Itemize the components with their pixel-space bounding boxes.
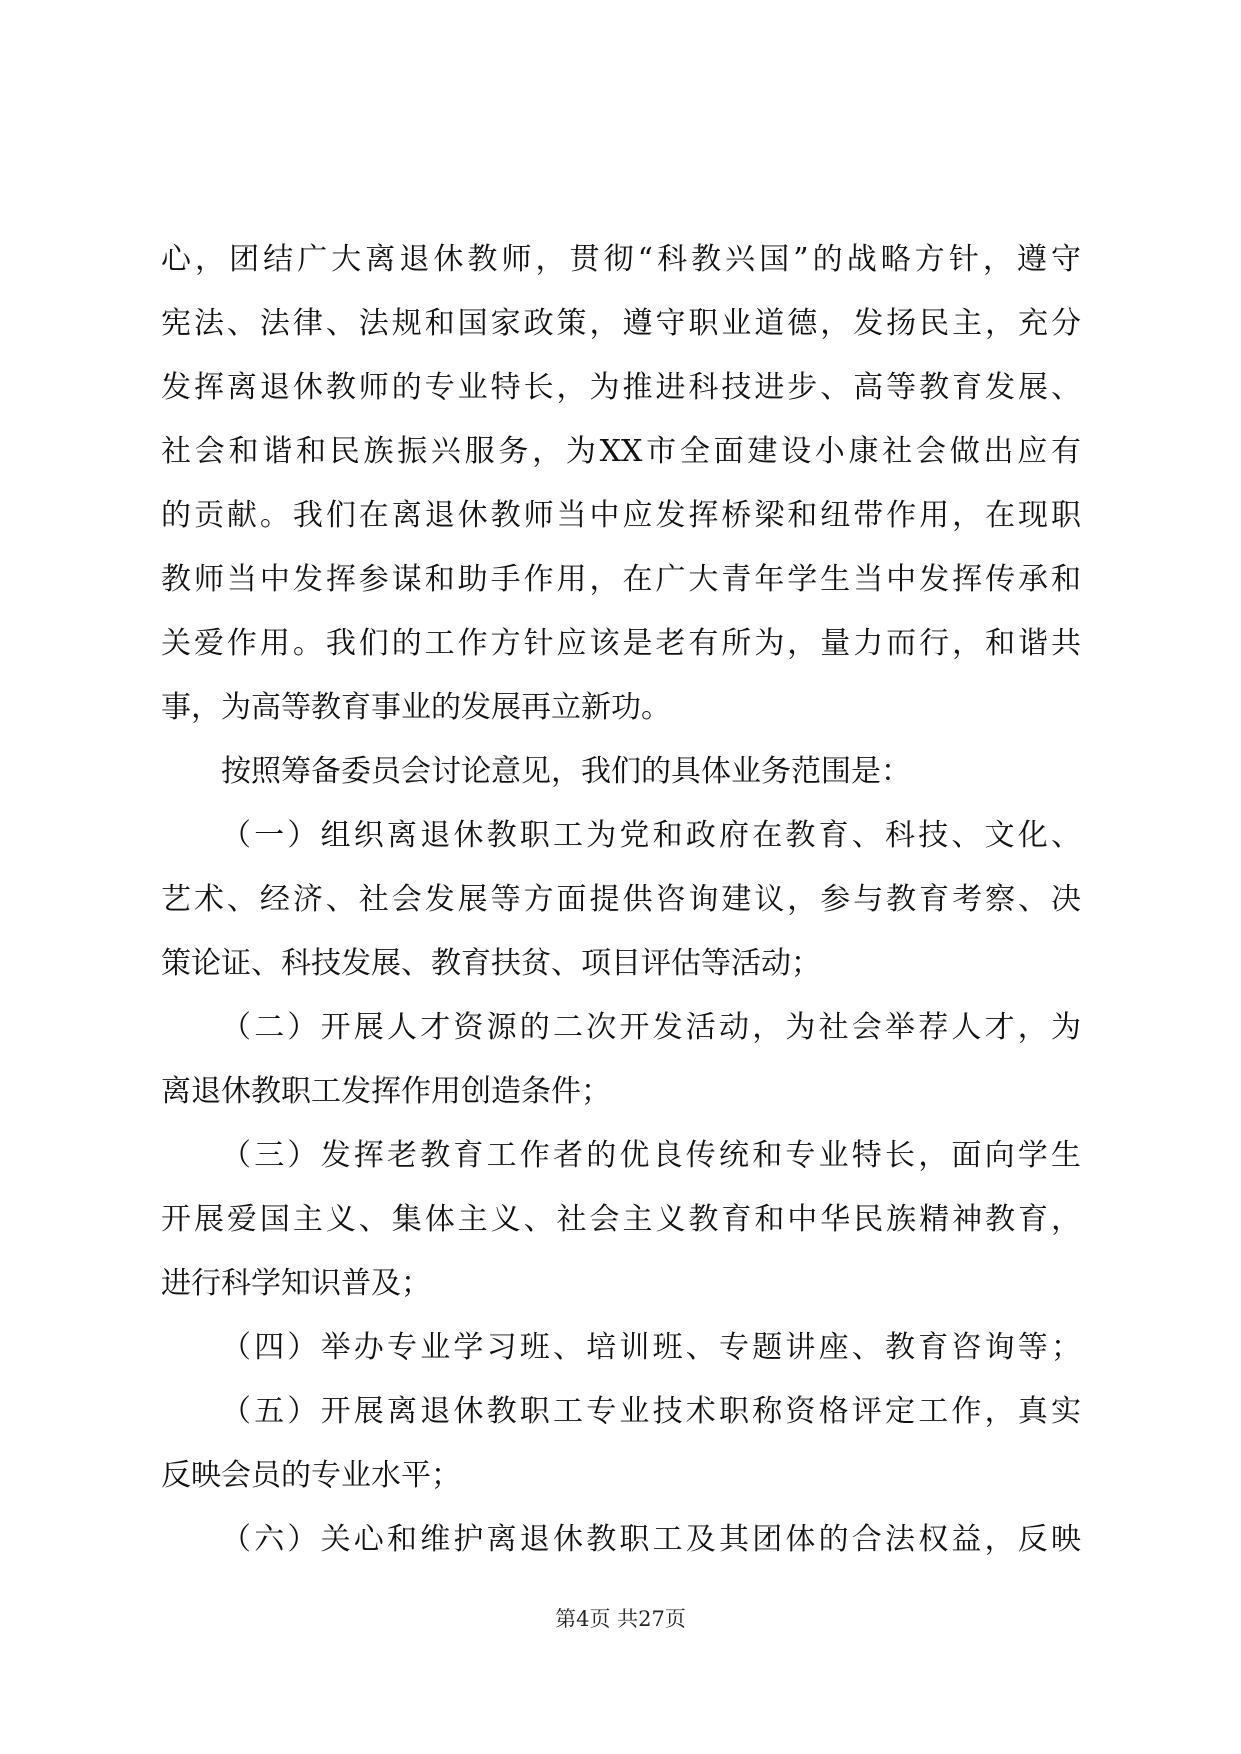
text-line: 艺术、经济、社会发展等方面提供咨询建议，参与教育考察、决	[161, 882, 1081, 917]
text-line: 宪法、法律、法规和国家政策，遵守职业道德，发扬民主，充分	[161, 306, 1081, 341]
text-line: 教师当中发挥参谋和助手作用，在广大青年学生当中发挥传承和	[161, 562, 1081, 597]
page-number-footer: 第4页 共27页	[555, 1607, 686, 1631]
text-line: 进行科学知识普及；	[161, 1266, 431, 1301]
text-line: 心，团结广大离退休教师，贯彻“科教兴国”的战略方针，遵守	[161, 242, 1081, 277]
paragraph-intro: 按照筹备委员会讨论意见，我们的具体业务范围是：	[221, 754, 911, 789]
list-item-6: （六）关心和维护离退休教职工及其团体的合法权益，反映	[221, 1522, 1081, 1557]
text-line: 的贡献。我们在离退休教师当中应发挥桥梁和纽带作用，在现职	[161, 498, 1081, 533]
list-item-2: （二）开展人才资源的二次开发活动，为社会举荐人才，为	[221, 1010, 1081, 1045]
text-line: 开展爱国主义、集体主义、社会主义教育和中华民族精神教育，	[161, 1202, 1081, 1237]
text-line: 社会和谐和民族振兴服务，为XX市全面建设小康社会做出应有	[161, 434, 1081, 469]
body-text	[161, 228, 1081, 1572]
text-line: 策论证、科技发展、教育扶贫、项目评估等活动；	[161, 946, 821, 981]
list-item-1: （一）组织离退休教职工为党和政府在教育、科技、文化、	[221, 818, 1081, 853]
text-line: 离退休教职工发挥作用创造条件；	[161, 1074, 611, 1109]
text-line: 事，为高等教育事业的发展再立新功。	[161, 690, 671, 725]
list-item-3: （三）发挥老教育工作者的优良传统和专业特长，面向学生	[221, 1138, 1081, 1173]
list-item-4: （四）举办专业学习班、培训班、专题讲座、教育咨询等；	[221, 1330, 1081, 1365]
text-line: 关爱作用。我们的工作方针应该是老有所为，量力而行，和谐共	[161, 626, 1081, 661]
text-line: 反映会员的专业水平；	[161, 1458, 461, 1493]
list-item-5: （五）开展离退休教职工专业技术职称资格评定工作，真实	[221, 1394, 1081, 1429]
text-line: 发挥离退休教师的专业特长，为推进科技进步、高等教育发展、	[161, 370, 1081, 405]
